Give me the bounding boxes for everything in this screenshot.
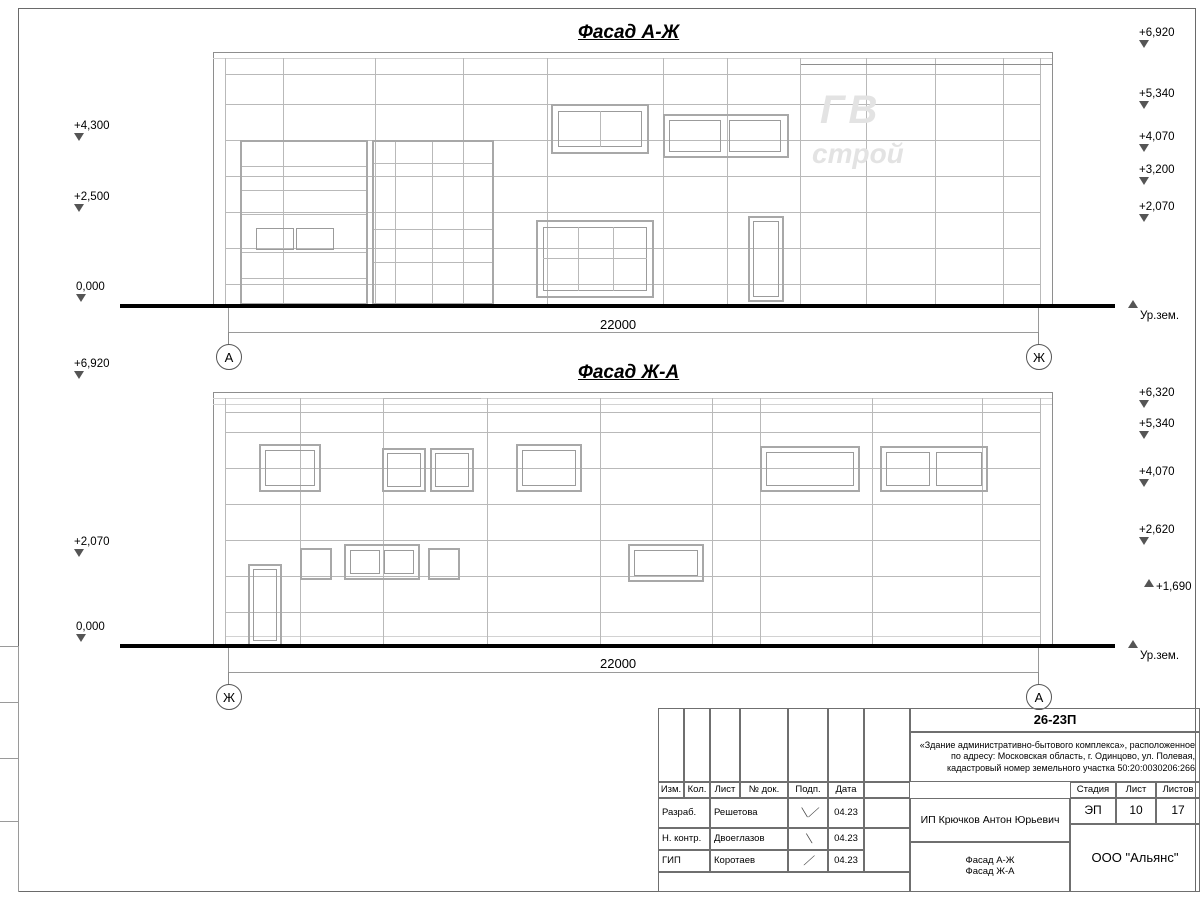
left-margin-strip: [0, 646, 19, 892]
sheet-title-line1: Фасад А-Ж: [965, 855, 1015, 867]
dimension-value-bottom: 22000: [600, 656, 637, 671]
ground-level-label-bottom: Ур.зем.: [1140, 650, 1180, 662]
level-arrow-icon: [76, 634, 86, 644]
axis-marker-right-bottom: А: [1026, 684, 1052, 710]
list-header: Лист: [1116, 782, 1156, 798]
level-value: +2,620: [1139, 524, 1175, 536]
level-value: 0,000: [76, 621, 105, 633]
level-value: +2,500: [74, 191, 110, 203]
person-name: Коротаев: [710, 850, 788, 872]
row-spacer: [864, 828, 910, 872]
level-value: 0,000: [76, 281, 105, 293]
doc-number: 26-23П: [910, 708, 1200, 732]
column-header-izm: Изм.: [658, 782, 684, 798]
axis-marker-left-bottom: Ж: [216, 684, 242, 710]
level-value: +4,070: [1139, 466, 1175, 478]
level-arrow-icon: [1128, 300, 1138, 310]
revision-grid-blank: [658, 708, 684, 782]
level-value: +1,690: [1156, 581, 1192, 593]
signature-cell: ⟍: [788, 828, 828, 850]
level-arrow-icon: [74, 133, 84, 143]
level-arrow-icon: [1139, 479, 1149, 489]
entrance-glazing: [372, 140, 494, 305]
level-value: +5,340: [1139, 88, 1175, 100]
stage-value: ЭП: [1070, 798, 1116, 824]
organization-cell: ООО "Альянс": [1070, 824, 1200, 892]
row-spacer: [864, 798, 910, 828]
level-value: +2,070: [74, 536, 110, 548]
revision-grid-blank: [828, 708, 864, 782]
date-cell: 04.23: [828, 850, 864, 872]
dimension-line-bottom: [228, 672, 1038, 673]
level-arrow-icon: [1139, 144, 1149, 154]
role-label: ГИП: [658, 850, 710, 872]
axis-marker-left-top: А: [216, 344, 242, 370]
level-arrow-icon: [1144, 579, 1154, 589]
level-arrow-icon: [74, 371, 84, 381]
column-header-data: Дата: [828, 782, 864, 798]
list-value: 10: [1116, 798, 1156, 824]
level-arrow-icon: [1139, 537, 1149, 547]
ground-level-label-top: Ур.зем.: [1140, 310, 1180, 322]
level-arrow-icon: [74, 549, 84, 559]
ground-line-top: [120, 304, 1115, 308]
date-cell: 04.23: [828, 798, 864, 828]
role-label: Разраб.: [658, 798, 710, 828]
revision-grid-blank: [684, 708, 710, 782]
revision-grid-blank: [740, 708, 788, 782]
customer-cell: ИП Крючков Антон Юрьевич: [910, 798, 1070, 842]
lists-value: 17: [1156, 798, 1200, 824]
signature-cell: ⟋: [788, 850, 828, 872]
date-cell: 04.23: [828, 828, 864, 850]
company-logo-text: ГВ: [820, 88, 882, 132]
level-value: +6,320: [1139, 387, 1175, 399]
level-value: +3,200: [1139, 164, 1175, 176]
title-block: [658, 708, 1200, 892]
sheet-title-cell: [910, 842, 1070, 892]
level-arrow-icon: [74, 204, 84, 214]
axis-marker-right-top: Ж: [1026, 344, 1052, 370]
person-name: Решетова: [710, 798, 788, 828]
level-arrow-icon: [1128, 640, 1138, 650]
lists-header: Листов: [1156, 782, 1200, 798]
person-name: Двоеглазов: [710, 828, 788, 850]
dimension-value-top: 22000: [600, 317, 637, 332]
level-value: +4,300: [74, 120, 110, 132]
level-arrow-icon: [1139, 40, 1149, 50]
company-logo-subtext: строй: [812, 138, 904, 169]
gate-panel: [240, 140, 368, 305]
column-header-spacer: [864, 782, 910, 798]
column-header-list: Лист: [710, 782, 740, 798]
revision-grid-blank: [788, 708, 828, 782]
facade-bottom-title: Фасад Ж-А: [578, 362, 680, 383]
window-1f-b1: [300, 548, 332, 580]
column-header-podp: Подп.: [788, 782, 828, 798]
level-value: +6,920: [1139, 27, 1175, 39]
revision-grid-blank: [864, 708, 910, 782]
dimension-line-top: [228, 332, 1038, 333]
sheet-title-line2: Фасад Ж-А: [965, 866, 1015, 877]
level-arrow-icon: [76, 294, 86, 304]
object-description: «Здание административно-бытового комплекса», расположенное по адресу: Московская область, г. Одинцово, ул. Полевая, кадастровый номер земельного участка 50:20:0030206:266: [910, 732, 1200, 782]
stage-header: Стадия: [1070, 782, 1116, 798]
revision-grid-blank: [710, 708, 740, 782]
column-header-kol: Кол.: [684, 782, 710, 798]
level-value: +4,070: [1139, 131, 1175, 143]
level-value: +6,920: [74, 358, 110, 370]
facade-top-title: Фасад А-Ж: [578, 22, 680, 43]
signature-cell: ⟍⟋: [788, 798, 828, 828]
column-header-doc: № док.: [740, 782, 788, 798]
role-label: Н. контр.: [658, 828, 710, 850]
level-arrow-icon: [1139, 177, 1149, 187]
level-arrow-icon: [1139, 400, 1149, 410]
level-value: +2,070: [1139, 201, 1175, 213]
level-value: +5,340: [1139, 418, 1175, 430]
window-1f-b3: [428, 548, 460, 580]
level-arrow-icon: [1139, 214, 1149, 224]
level-arrow-icon: [1139, 431, 1149, 441]
row-spacer: [658, 872, 910, 892]
ground-line-bottom: [120, 644, 1115, 648]
level-arrow-icon: [1139, 101, 1149, 111]
